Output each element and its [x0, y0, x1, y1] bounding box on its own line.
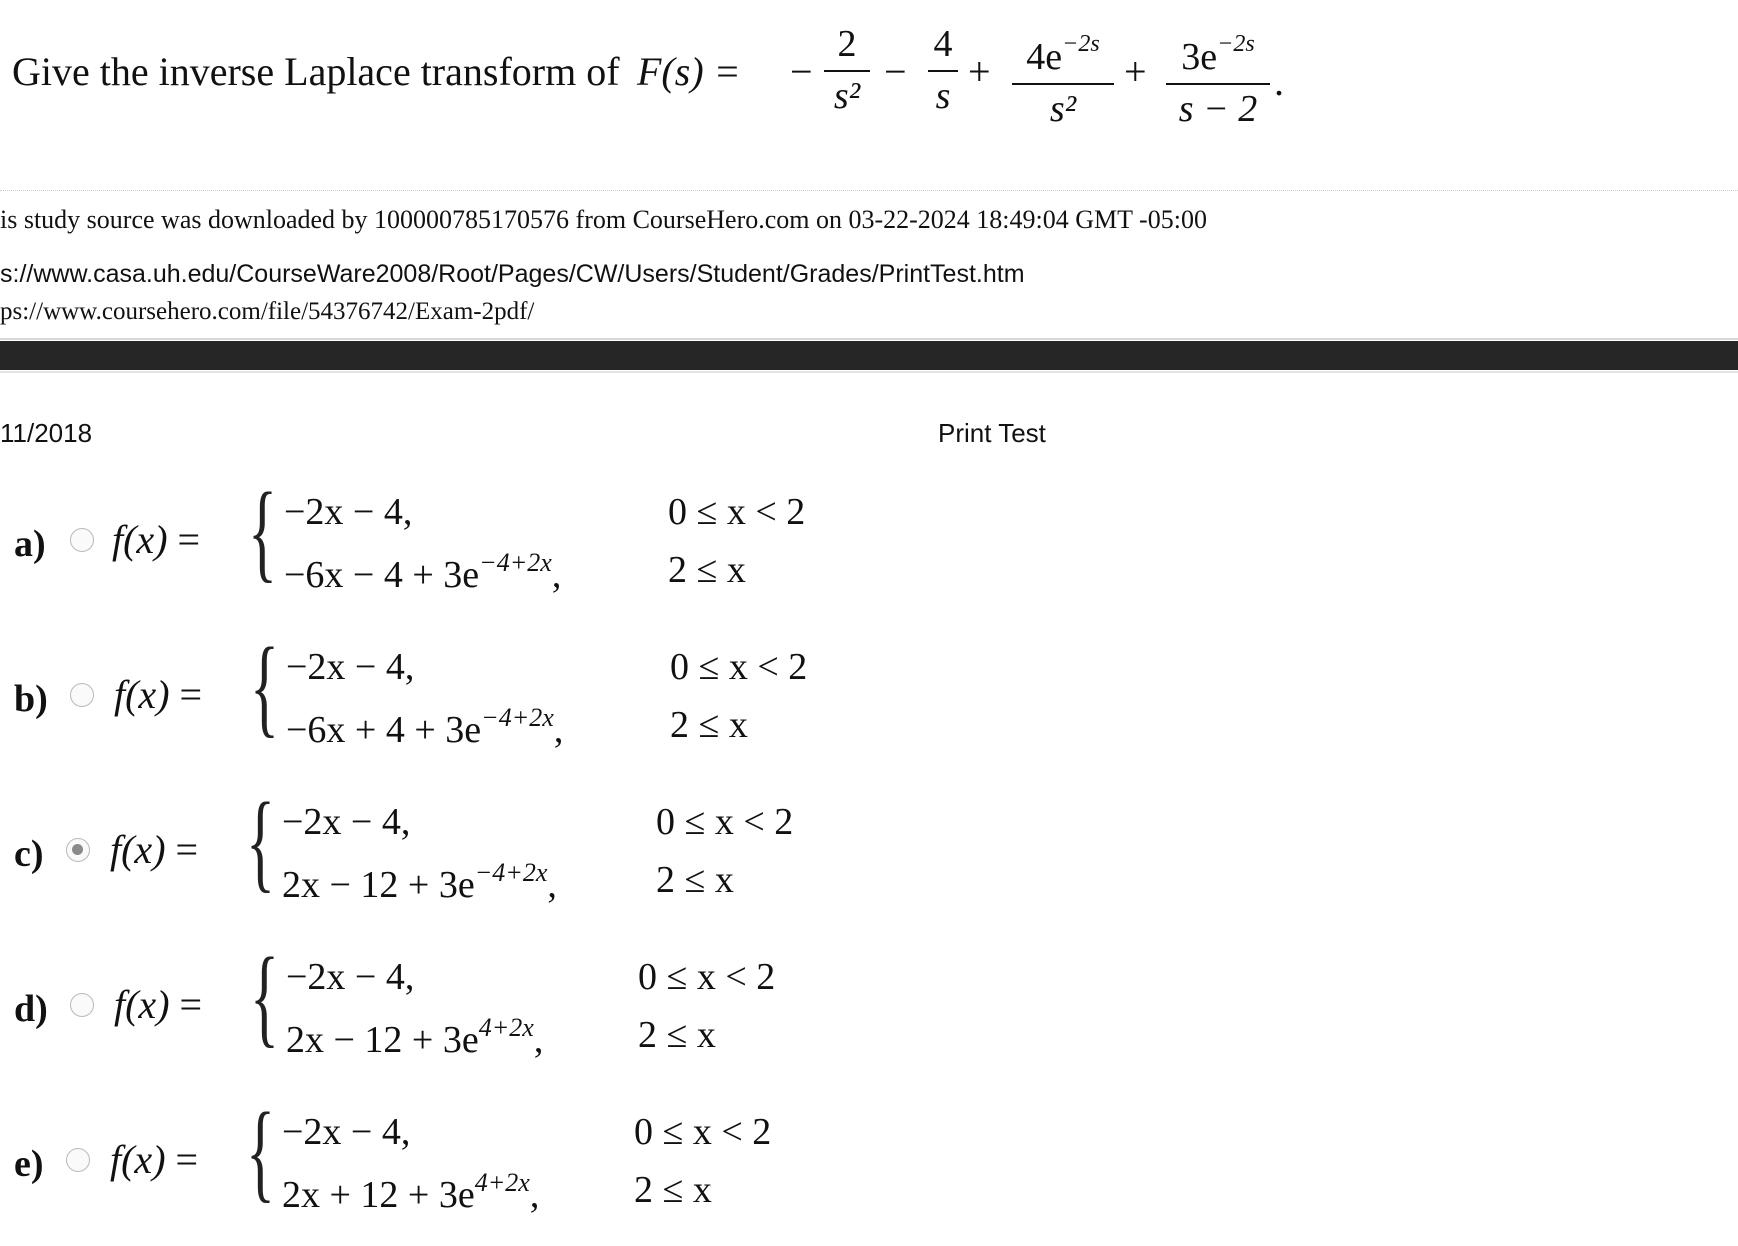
fraction	[928, 24, 958, 116]
case-row-2: $2x + 12 + 3e^{4+2x}$,	[282, 1168, 540, 1216]
option-label: c)	[14, 833, 44, 875]
fraction-numerator: 3e	[1181, 36, 1218, 78]
function-lhs: f(x) =	[112, 517, 201, 562]
question	[12, 18, 1312, 128]
fraction-denominator: s	[935, 75, 951, 117]
fraction	[1012, 24, 1114, 129]
dotted-divider	[0, 190, 1738, 191]
option-e[interactable]	[0, 1090, 900, 1228]
page-title: Print Test	[938, 418, 1046, 448]
brace: {	[246, 780, 276, 902]
function-lhs: f(x) =	[110, 1137, 199, 1182]
case-condition-1: 0 ≤ x < 2	[670, 646, 808, 688]
casa-url[interactable]: s://www.casa.uh.edu/CourseWare2008/Root/Pages/CW/Users/Student/Grades/PrintTest.htm	[0, 260, 1025, 288]
function-lhs: f(x) =	[114, 982, 203, 1027]
fraction	[824, 24, 870, 116]
dark-banner	[0, 341, 1738, 370]
case-row-2: $-6x + 4 + 3e^{-4+2x}$,	[286, 703, 564, 751]
coursehero-url[interactable]: ps://www.coursehero.com/file/54376742/Exam-2pdf/	[0, 298, 535, 325]
fraction-numerator: 4	[933, 23, 953, 65]
case-row-2: $-6x - 4 + 3e^{-4+2x}$,	[284, 548, 562, 596]
divider-line	[0, 371, 1738, 373]
case-condition-2: 2 ≤ x	[668, 549, 746, 591]
term-sign: −	[790, 49, 813, 94]
option-label: d)	[14, 988, 48, 1030]
question-lhs: F(s) =	[637, 49, 741, 94]
print-date: 11/2018	[0, 418, 93, 448]
option-b[interactable]	[0, 625, 900, 763]
option-d[interactable]	[0, 935, 900, 1073]
brace: {	[250, 625, 280, 747]
case-condition-2: 2 ≤ x	[656, 859, 734, 901]
term-sign: −	[884, 49, 907, 94]
fraction-numerator: 2	[837, 23, 857, 65]
option-label: b)	[14, 678, 48, 720]
option-c[interactable]	[0, 780, 900, 918]
term-sign: +	[1124, 49, 1147, 94]
option-a[interactable]	[0, 470, 900, 608]
radio-button[interactable]	[70, 993, 94, 1017]
fraction-denominator: s − 2	[1178, 88, 1258, 130]
option-label: e)	[14, 1143, 44, 1185]
fraction-numerator: 4e	[1026, 36, 1063, 78]
brace: {	[248, 470, 278, 592]
case-condition-2: 2 ≤ x	[638, 1014, 716, 1056]
case-row-1: −2x − 4,	[286, 956, 415, 998]
download-notice: is study source was downloaded by 100000785170576 from CourseHero.com on 03-22-2024 18:49:04 GMT -05:00	[0, 205, 1207, 234]
function-lhs: f(x) =	[110, 827, 199, 872]
case-row-2: $2x - 12 + 3e^{4+2x}$,	[286, 1013, 544, 1061]
exponent: −2s	[1217, 31, 1255, 57]
case-row-1: −2x − 4,	[282, 1111, 411, 1153]
fraction-denominator: s²	[833, 75, 861, 117]
case-condition-1: 0 ≤ x < 2	[634, 1111, 772, 1153]
case-condition-1: 0 ≤ x < 2	[668, 491, 806, 533]
radio-button-selected[interactable]	[66, 838, 90, 862]
case-condition-2: 2 ≤ x	[634, 1169, 712, 1211]
radio-button[interactable]	[66, 1148, 90, 1172]
brace: {	[250, 935, 280, 1057]
fraction-denominator: s²	[1049, 88, 1077, 130]
radio-button[interactable]	[70, 528, 94, 552]
case-condition-1: 0 ≤ x < 2	[638, 956, 776, 998]
case-row-2: $2x - 12 + 3e^{-4+2x}$,	[282, 858, 557, 906]
exponent: −2s	[1062, 31, 1100, 57]
term-sign: +	[968, 49, 991, 94]
divider-line	[0, 338, 1738, 340]
case-condition-1: 0 ≤ x < 2	[656, 801, 794, 843]
radio-button[interactable]	[70, 683, 94, 707]
option-label: a)	[14, 523, 46, 565]
question-prompt: Give the inverse Laplace transform of	[12, 49, 620, 94]
function-lhs: f(x) =	[114, 672, 203, 717]
fraction	[1166, 24, 1270, 129]
end-period: .	[1274, 59, 1284, 104]
case-row-1: −2x − 4,	[284, 491, 413, 533]
case-row-1: −2x − 4,	[286, 646, 415, 688]
case-row-1: −2x − 4,	[282, 801, 411, 843]
case-condition-2: 2 ≤ x	[670, 704, 748, 746]
brace: {	[246, 1090, 276, 1212]
